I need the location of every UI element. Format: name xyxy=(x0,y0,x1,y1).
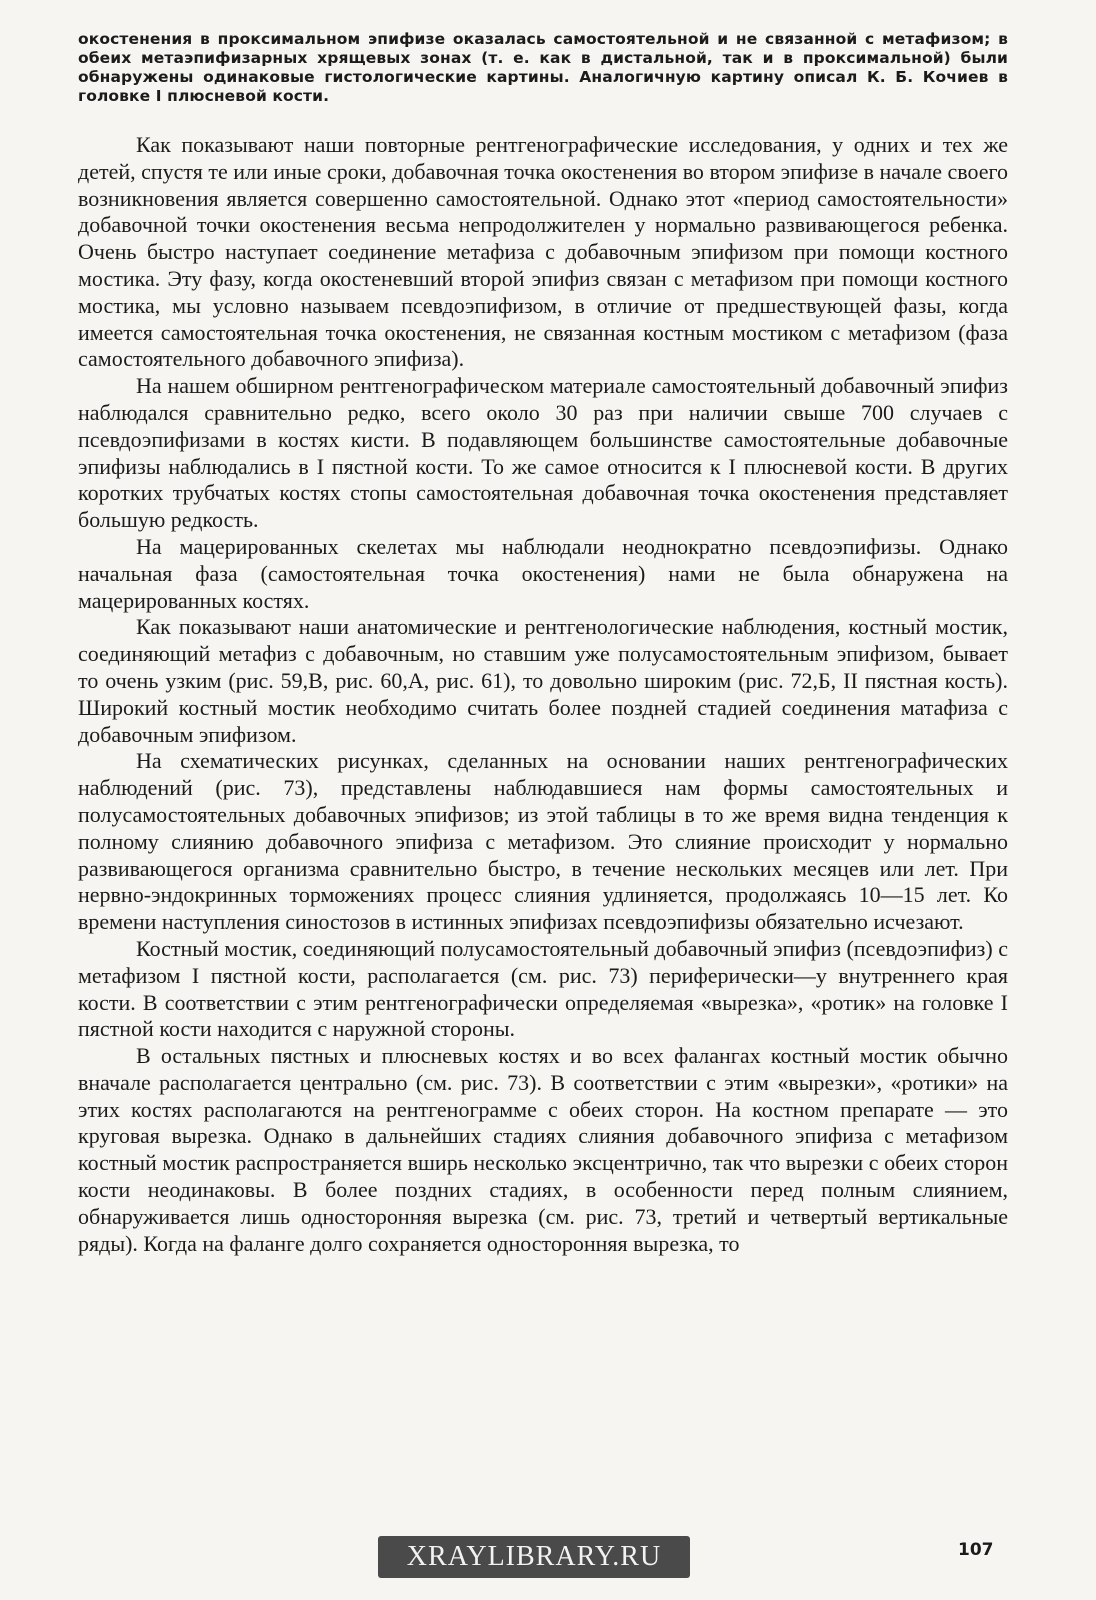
main-text xyxy=(78,132,1008,1257)
watermark-banner: XRAYLIBRARY.RU xyxy=(378,1536,690,1578)
paragraph: На схематических рисунках, сделанных на основании наших рентгенографических наблюдений (рис. 73), представлены наблюдавшиеся нам формы самостоятельных и полусамостоятельных добавочных эпифизов; из этой таблицы в то же время видна тенденция к полному слиянию добавочного эпифиза с метафизом. Это слияние происходит у нормально развивающегося организма сравнительно быстро, в течение нескольких месяцев или лет. При нервно-эндокринных торможениях процесс слияния удлиняется, продолжаясь 10—15 лет. Ко времени наступления синостозов в истинных эпифизах псевдоэпифизы обязательно исчезают. xyxy=(78,748,1008,935)
page-content xyxy=(78,30,1008,1257)
paragraph: Как показывают наши анатомические и рентгенологические наблюдения, костный мостик, соединяющий метафиз с добавочным, но ставшим уже полусамостоятельным эпифизом, бывает то очень узким (рис. 59,В, рис. 60,А, рис. 61), то довольно широким (рис. 72,Б, II пястная кость). Широкий костный мостик необходимо считать более поздней стадией соединения матафиза с добавочным эпифизом. xyxy=(78,614,1008,747)
paragraph: Костный мостик, соединяющий полусамостоятельный добавочный эпифиз (псевдоэпифиз) с метафизом I пястной кости, располагается (см. рис. 73) периферически—у внутреннего края кости. В соответствии с этим рентгенографически определяемая «вырезка», «ротик» на головке I пястной кости находится с наружной стороны. xyxy=(78,935,1008,1042)
paragraph: В остальных пястных и плюсневых костях и во всех фалангах костный мостик обычно вначале располагается центрально (см. рис. 73). В соответствии с этим «вырезки», «ротики» на этих костях располагаются на рентгенограмме с обеих сторон. На костном препарате — это круговая вырезка. Однако в дальнейших стадиях слияния добавочного эпифиза с метафизом костный мостик распространяется вширь несколько эксцентрично, так что вырезки с обеих сторон кости неодинаковы. В более поздних стадиях, в особенности перед полным слиянием, обнаруживается лишь односторонняя вырезка (см. рис. 73, третий и четвертый вертикальные ряды). Когда на фаланге долго сохраняется односторонняя вырезка, то xyxy=(78,1043,1008,1256)
paragraph: На нашем обширном рентгенографическом материале самостоятельный добавочный эпифиз наблюдался сравнительно редко, всего около 30 раз при наличии свыше 700 случаев с псевдоэпифизами в костях кисти. В подавляющем большинстве самостоятельные добавочные эпифизы наблюдались в I пястной кости. То же самое относится к I плюсневой кости. В других коротких трубчатых костях стопы самостоятельная добавочная точка окостенения представляет большую редкость. xyxy=(78,373,1008,533)
paragraph: Как показывают наши повторные рентгенографические исследования, у одних и тех же детей, спустя те или иные сроки, добавочная точка окостенения во втором эпифизе в начале своего возникновения является совершенно самостоятельной. Однако этот «период самостоятельности» добавочной точки окостенения весьма непродолжителен у нормально развивающегося ребенка. Очень быстро наступает соединение метафиза с добавочным эпифизом при помощи костного мостика. Эту фазу, когда окостеневший второй эпифиз связан с метафизом при помощи костного мостика, мы условно называем псевдоэпифизом, в отличие от предшествующей фазы, когда имеется самостоятельная точка окостенения, не связанная костным мостиком с метафизом (фаза самостоятельного добавочного эпифиза). xyxy=(78,132,1008,372)
page-footer xyxy=(0,1528,1096,1588)
paragraph: На мацерированных скелетах мы наблюдали неоднократно псевдоэпифизы. Однако начальная фаза (самостоятельная точка окостенения) нами не была обнаружена на мацерированных костях. xyxy=(78,533,1008,613)
footnote-continuation: окостенения в проксимальном эпифизе оказалась самостоятельной и не связанной с метафизом; в обеих метаэпифизарных хрящевых зонах (т. е. как в дистальной, так и в проксимальной) были обнаружены одинаковые гистологические картины. Аналогичную картину описал К. Б. Кочиев в головке I плюсневой кости. xyxy=(78,30,1008,105)
page-number: 107 xyxy=(958,1540,994,1560)
